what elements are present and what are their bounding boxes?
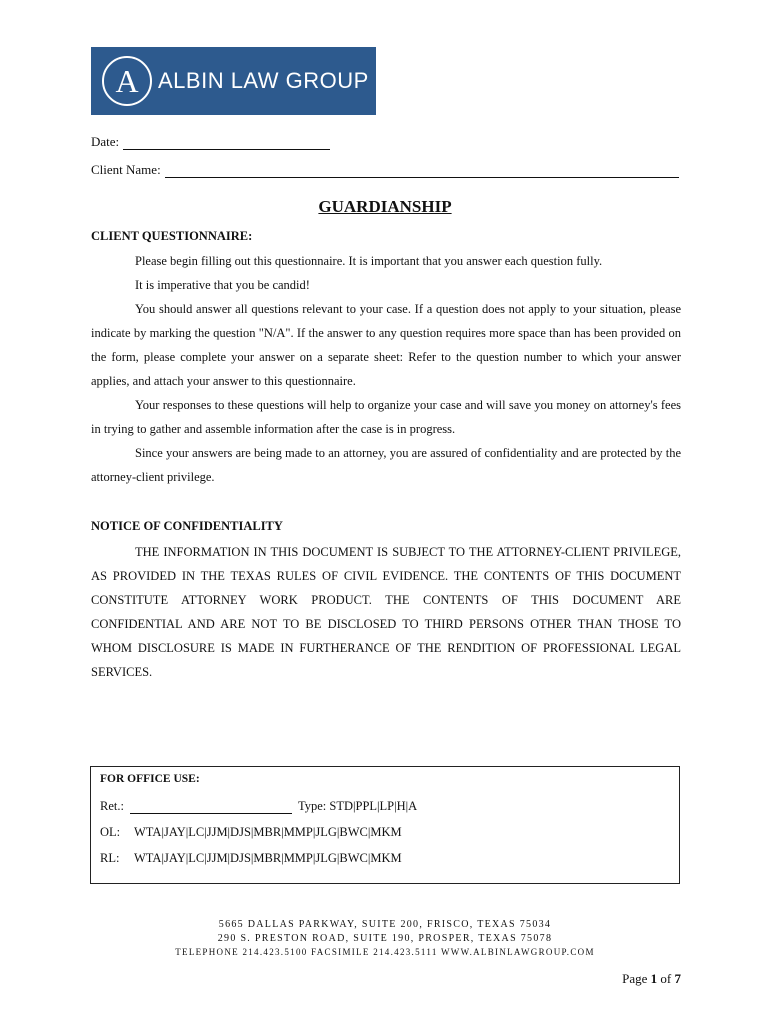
ret-label: Ret.: [100, 799, 124, 813]
document-title: GUARDIANSHIP [318, 197, 452, 216]
footer-address-2: 290 S. PRESTON ROAD, SUITE 190, PROSPER, TEXAS 75078 [217, 933, 553, 944]
notice-heading: NOTICE OF CONFIDENTIALITY [91, 519, 283, 533]
rl-values: WTA|JAY|LC|JJM|DJS|MBR|MMP|JLG|BWC|MKM [134, 851, 402, 865]
questionnaire-paragraph-2: It is imperative that you be candid! [135, 278, 310, 292]
date-field [91, 134, 330, 150]
office-ret-row [100, 799, 417, 814]
client-name-field [91, 162, 679, 178]
type-options: Type: STD|PPL|LP|H|A [297, 799, 418, 813]
questionnaire-paragraph-4: Your responses to these questions will help to organize your case and will save you money on attorney's fees in trying to gather and assemble information after the case is in progress. [91, 398, 681, 436]
ret-input-line[interactable] [130, 801, 292, 814]
logo-monogram: A [102, 56, 152, 106]
firm-logo [91, 47, 376, 115]
office-ol-row [100, 825, 402, 840]
page-number: Page 1 of 7 [622, 971, 681, 986]
date-label: Date: [91, 134, 120, 149]
notice-text: THE INFORMATION IN THIS DOCUMENT IS SUBJECT TO THE ATTORNEY-CLIENT PRIVILEGE, AS PROVIDED IN THE TEXAS RULES OF CIVIL EVIDENCE. THE CONTENTS OF THIS DOCUMENT CONSTITUTE ATTORNEY WORK PRODUCT. THE CONTENTS OF THIS DOCUMENT ARE CONFIDENTIAL AND ARE NOT TO BE DISCLOSED TO THIRD PERSONS OTHER THAN THOSE TO WHOM DISCLOSURE IS MADE IN FURTHERANCE OF THE RENDITION OF PROFESSIONAL LEGAL SERVICES. [91, 545, 681, 679]
office-use-heading: FOR OFFICE USE: [100, 773, 200, 785]
questionnaire-paragraph-3: You should answer all questions relevant to your case. If a question does not apply to your situation, please indicate by marking the question "N/A". If the answer to any question requires more space than has been provided on the form, please complete your answer on a separate sheet: Refer to the question number to which your answer applies, and attach your answer to this questionnaire. [91, 302, 681, 388]
office-rl-row [100, 851, 402, 866]
client-name-label: Client Name: [91, 162, 161, 177]
logo-wordmark: ALBIN LAW GROUP [158, 68, 369, 93]
footer-contact: TELEPHONE 214.423.5100 FACSIMILE 214.423.5111 WWW.ALBINLAWGROUP.COM [175, 947, 595, 957]
client-name-input-line[interactable] [165, 165, 679, 178]
rl-label: RL: [100, 851, 120, 865]
questionnaire-paragraph-1: Please begin filling out this questionnaire. It is important that you answer each question fully. [135, 254, 603, 268]
questionnaire-paragraph-5: Since your answers are being made to an attorney, you are assured of confidentiality and are protected by the attorney-client privilege. [91, 446, 681, 484]
questionnaire-heading: CLIENT QUESTIONNAIRE: [91, 229, 253, 243]
ol-label: OL: [100, 825, 121, 839]
date-input-line[interactable] [123, 137, 330, 150]
footer-address-1: 5665 DALLAS PARKWAY, SUITE 200, FRISCO, TEXAS 75034 [218, 919, 552, 930]
office-use-box [90, 766, 680, 884]
ol-values: WTA|JAY|LC|JJM|DJS|MBR|MMP|JLG|BWC|MKM [134, 825, 402, 839]
